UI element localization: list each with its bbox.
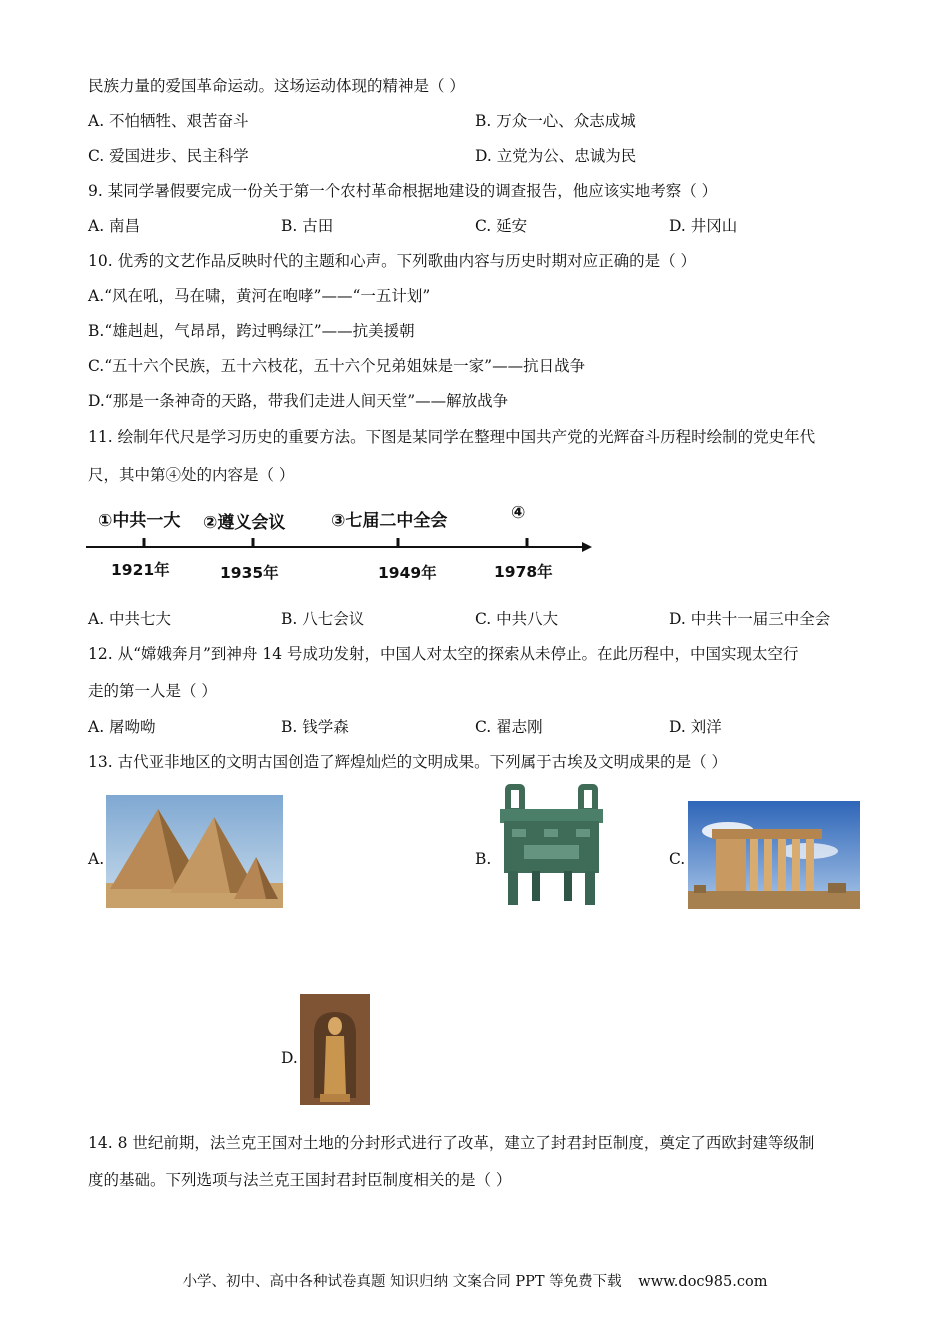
q11-stem-line1: 11. 绘制年代尺是学习历史的重要方法。下图是某同学在整理中国共产党的光辉奋斗历程时绘制的党史年代 [88,428,816,446]
q11-stem-line2: 尺，其中第④处的内容是（ ） [88,466,295,484]
page-footer [0,1270,950,1291]
q11-option-c: C. 中共八大 [475,610,559,628]
q8-option-b: B. 万众一心、众志成城 [475,112,636,130]
footer-text: 小学、初中、高中各种试卷真题 知识归纳 文案合同 PPT 等免费下载 [182,1274,622,1290]
q9-option-b: B. 古田 [281,217,334,235]
timeline-year-2: 1935年 [220,564,279,582]
q8-option-c: C. 爱国进步、民主科学 [88,147,249,165]
q8-option-a: A. 不怕牺牲、艰苦奋斗 [88,112,249,130]
timeline-year-1: 1921年 [111,561,170,579]
bronze-ding-image [494,783,609,909]
q12-option-a: A. 屠呦呦 [88,718,156,736]
q8-stem: 民族力量的爱国革命运动。这场运动体现的精神是（ ） [88,77,465,95]
timeline-label-1: ①中共一大 [98,511,181,531]
q12-stem-line2: 走的第一人是（ ） [88,682,217,700]
timeline-year-3: 1949年 [378,564,437,582]
q12-option-b: B. 钱学森 [281,718,349,736]
q12-stem-line1: 12. 从“嫦娥奔月”到神舟 14 号成功发射，中国人对太空的探索从未停止。在此历程中，中国实现太空行 [88,645,799,663]
q9-option-a: A. 南昌 [88,217,141,235]
timeline-label-2: ②遵义会议 [203,513,286,533]
q14-stem-line1: 14. 8 世纪前期，法兰克王国对土地的分封形式进行了改革，建立了封君封臣制度，奠定了西欧封建等级制 [88,1134,815,1152]
timeline-label-3: ③七届二中全会 [331,511,448,531]
q13-option-a-letter: A. [88,850,105,868]
q10-option-d: D.“那是一条神奇的天路，带我们走进人间天堂”——解放战争 [88,392,509,410]
q8-option-d: D. 立党为公、忠诚为民 [475,147,637,165]
buddha-statue-image [300,994,370,1105]
q10-option-a: A.“风在吼，马在啸，黄河在咆哮”——“一五计划” [88,287,431,305]
q11-option-d: D. 中共十一届三中全会 [669,610,831,628]
q12-option-c: C. 翟志刚 [475,718,543,736]
q11-option-b: B. 八七会议 [281,610,365,628]
q9-option-d: D. 井冈山 [669,217,738,235]
pyramids-image [106,795,283,908]
q9-stem: 9. 某同学暑假要完成一份关于第一个农村革命根据地建设的调查报告，他应该实地考察（ ） [88,182,718,200]
timeline-year-4: 1978年 [494,563,553,581]
q13-stem: 13. 古代亚非地区的文明古国创造了辉煌灿烂的文明成果。下列属于古埃及文明成果的是（ ） [88,753,728,771]
timeline-label-4: ④ [511,503,526,523]
q10-option-c: C.“五十六个民族，五十六枝花，五十六个兄弟姐妹是一家”——抗日战争 [88,357,586,375]
q13-option-d-letter: D. [281,1049,298,1067]
q12-option-d: D. 刘洋 [669,718,722,736]
q10-option-b: B.“雄赳赳，气昂昂，跨过鸭绿江”——抗美援朝 [88,322,415,340]
q13-option-b-letter: B. [475,850,492,868]
ruins-temple-image [688,801,860,909]
q11-option-a: A. 中共七大 [88,610,172,628]
q14-stem-line2: 度的基础。下列选项与法兰克王国封君封臣制度相关的是（ ） [88,1171,512,1189]
q10-stem: 10. 优秀的文艺作品反映时代的主题和心声。下列歌曲内容与历史时期对应正确的是（ ） [88,252,697,270]
q13-option-c-letter: C. [669,850,686,868]
q9-option-c: C. 延安 [475,217,528,235]
footer-url[interactable]: www.doc985.com [638,1274,768,1290]
timeline-axis [86,535,596,559]
